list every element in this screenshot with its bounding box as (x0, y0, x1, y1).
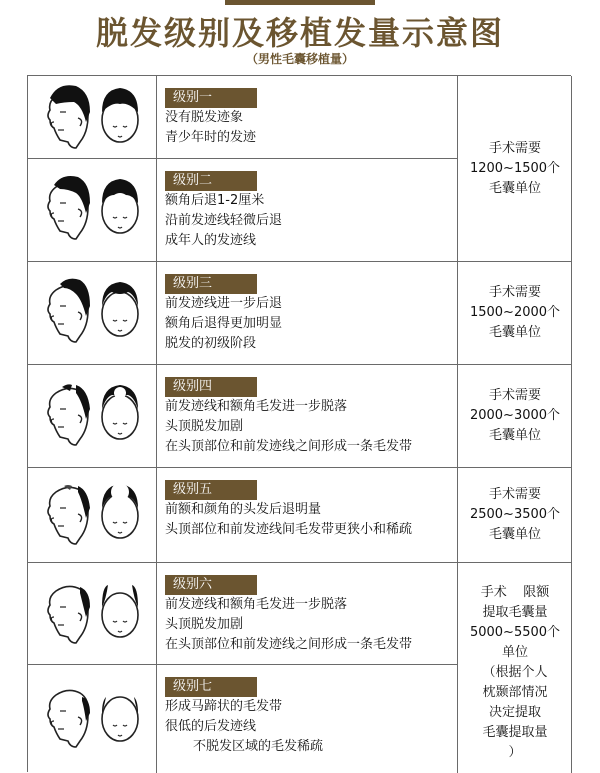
surgery-cell (458, 563, 572, 773)
level-badge: 级别一 (165, 88, 257, 108)
surgery-line: 决定提取 (488, 705, 541, 720)
surgery-line: 手术 限额 (480, 585, 550, 600)
level-row (28, 76, 458, 159)
surgery-line: 2500~3500个 (469, 507, 561, 522)
level-desc-line: 很低的后发迹线 (165, 719, 257, 734)
surgery-line: 毛囊单位 (488, 180, 541, 196)
head-side-icon (28, 159, 156, 262)
level-badge: 级别五 (165, 480, 257, 500)
level-desc-line: 形成马蹄状的毛发带 (165, 699, 283, 714)
head-side-icon (28, 665, 156, 773)
level-desc-line: 前额和颜角的头发后退明量 (165, 502, 322, 517)
page-subtitle: （男性毛囊移植量） (245, 52, 354, 66)
surgery-cell (458, 262, 572, 365)
surgery-line: 1200~1500个 (469, 160, 561, 176)
level-badge: 级别二 (165, 171, 257, 191)
head-illustrations (28, 76, 156, 159)
level-row (28, 262, 458, 365)
level-badge: 级别三 (165, 274, 257, 294)
level-desc-line: 头顶部位和前发迹线间毛发带更狭小和稀疏 (165, 522, 413, 537)
head-side-icon (28, 76, 156, 159)
surgery-line: 提取毛囊量 (482, 605, 548, 620)
surgery-cell (458, 365, 572, 468)
level-badge: 级别六 (165, 575, 257, 595)
surgery-line: 毛囊单位 (488, 428, 541, 443)
head-side-icon (28, 365, 156, 468)
surgery-line: 枕颞部情况 (482, 685, 548, 700)
level-badge: 级别四 (165, 377, 257, 397)
level-badge: 级别七 (165, 677, 257, 697)
level-desc-line: 在头顶部位和前发迹线之间形成一条毛发带 (165, 637, 413, 652)
level-row (28, 159, 458, 262)
surgery-line: 手术需要 (488, 487, 541, 502)
surgery-line: 手术需要 (488, 388, 541, 403)
title-bar-accent (225, 0, 375, 5)
level-desc-line: 头顶脱发加剧 (165, 617, 244, 632)
level-row (28, 365, 458, 468)
level-desc-line: 前发迹线和额角毛发进一步脱落 (165, 597, 348, 612)
surgery-line: 手术需要 (488, 285, 541, 300)
surgery-line: 毛囊单位 (488, 527, 541, 542)
surgery-line: 1500~2000个 (469, 305, 561, 320)
level-desc-line: 头顶脱发加剧 (165, 419, 244, 434)
level-row (28, 468, 458, 563)
level-row (28, 665, 458, 773)
head-side-icon (28, 468, 156, 563)
surgery-cell (458, 76, 572, 262)
level-desc-line: 没有脱发迹象 (165, 110, 244, 125)
level-desc-line: 青少年时的发迹 (165, 130, 257, 145)
surgery-line: 毛囊提取量 (482, 725, 548, 740)
head-side-icon (28, 262, 156, 365)
level-desc-line: 在头顶部位和前发迹线之间形成一条毛发带 (165, 439, 413, 454)
level-desc-line: 成年人的发迹线 (165, 233, 257, 248)
surgery-line: 单位 (501, 645, 528, 660)
surgery-line: ） (508, 745, 522, 760)
surgery-line: 2000~3000个 (469, 408, 561, 423)
surgery-cell (458, 468, 572, 563)
surgery-line: 5000~5500个 (469, 625, 561, 640)
level-desc-line: 沿前发迹线轻微后退 (165, 213, 283, 228)
level-desc-line: 额角后退得更加明显 (165, 316, 283, 331)
level-row (28, 563, 458, 665)
level-desc-line: 前发迹线进一步后退 (165, 296, 283, 311)
level-desc-line: 不脱发区域的毛发稀疏 (193, 739, 324, 754)
level-desc-line: 前发迹线和额角毛发进一步脱落 (165, 399, 348, 414)
surgery-line: 毛囊单位 (488, 325, 541, 340)
hair-loss-table (27, 75, 571, 772)
page-title: 脱发级别及移植发量示意图 (95, 14, 504, 52)
level-desc-line: 脱发的初级阶段 (165, 336, 257, 351)
surgery-line: （根据个人 (482, 665, 548, 680)
head-side-icon (28, 563, 156, 665)
level-desc-line: 额角后退1-2厘米 (165, 193, 265, 208)
surgery-line: 手术需要 (488, 140, 541, 156)
